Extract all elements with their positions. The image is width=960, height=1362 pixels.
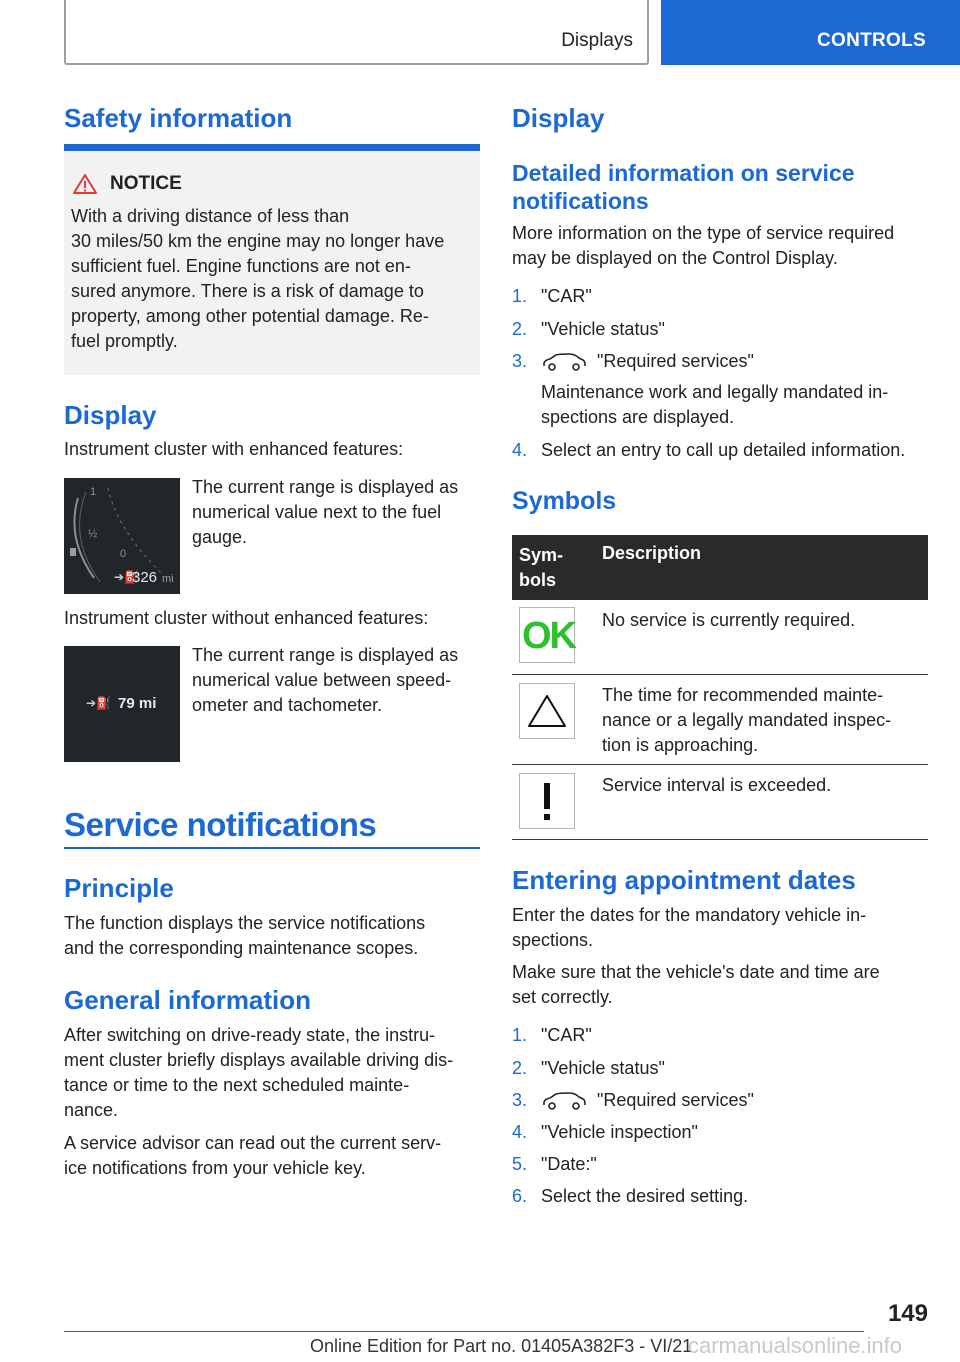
safety-information-heading: Safety information [64, 103, 293, 133]
car-icon [541, 353, 587, 371]
fuel-arrow-icon: ➔⛽ [86, 696, 111, 710]
appointment-dates-heading: Entering appointment dates [512, 865, 856, 895]
page-number: 149 [887, 1300, 928, 1327]
table-row-ok-desc: No service is currently required. [602, 610, 856, 630]
display-heading-right: Display [512, 103, 605, 133]
table-row-exceeded-desc: Service interval is exceeded. [602, 775, 832, 795]
general-information-heading: General information [64, 985, 312, 1015]
car-icon [541, 1092, 587, 1110]
header-section-title: Displays [561, 30, 633, 51]
appointment-text-1: Enter the dates for the mandatory vehicle in- spections. [512, 905, 867, 950]
symbols-heading: Symbols [512, 487, 617, 515]
service-notifications-heading: Service notifications [64, 806, 377, 843]
gauge-tick-full: 1 [90, 486, 97, 498]
table-row-divider [512, 839, 928, 840]
warning-triangle-icon [72, 173, 98, 195]
header-chapter-box [661, 0, 960, 65]
appointment-text-2: Make sure that the vehicle's date and time are set correctly. [512, 962, 880, 1007]
ok-symbol-icon: OK [519, 607, 575, 663]
table-header-description: Description [602, 543, 702, 563]
service-rule [64, 847, 480, 849]
watermark: carmanualsonline.info [688, 1333, 903, 1358]
symbols-table-header [512, 535, 928, 600]
principle-text: The function displays the service notifications and the corresponding maintenance scopes. [64, 913, 426, 958]
without-description: The current range is displayed as numerical value between speed- ometer and tachometer. [192, 645, 459, 715]
fuel-pump-icon: ➔⛽ [114, 570, 139, 584]
enhanced-intro: Instrument cluster with enhanced features: [64, 439, 404, 459]
header-chapter-title: CONTROLS [816, 30, 926, 51]
notice-box [64, 151, 480, 375]
safety-rule [64, 144, 480, 151]
display-heading-left: Display [64, 400, 157, 430]
table-row-divider [512, 674, 928, 675]
cluster-enhanced-image [64, 478, 180, 594]
without-intro: Instrument cluster without enhanced features: [64, 608, 429, 628]
notice-text: With a driving distance of less than 30 miles/50 km the engine may no longer have sufficient fuel. Engine functions are not en- sured anymore. There is a risk of damage to property, among other potential damage. Re- fuel promptly. [71, 206, 445, 351]
table-row-divider [512, 764, 928, 765]
triangle-symbol-icon [519, 683, 575, 739]
general-text: After switching on drive-ready state, the instru- ment cluster briefly displays available driving dis- tance or time to the next scheduled mainte- nance. [64, 1025, 454, 1120]
header-section-box [64, 0, 649, 65]
footer-rule [64, 1331, 864, 1332]
gauge-tick-half: ½ [88, 528, 98, 540]
advisor-text: A service advisor can read out the current serv- ice notifications from your vehicle key. [64, 1133, 442, 1178]
range-unit: mi [162, 573, 174, 585]
cluster-basic-image [64, 646, 180, 762]
detailed-info-heading: Detailed information on service notifications [512, 160, 855, 214]
notice-title: NOTICE [110, 173, 182, 194]
footer-edition: Online Edition for Part no. 01405A382F3 - VI/21 [310, 1336, 693, 1356]
principle-heading: Principle [64, 873, 174, 903]
range-value: 326 [132, 569, 158, 586]
exclamation-symbol-icon [519, 773, 575, 829]
detail-text: More information on the type of service required may be displayed on the Control Display. [512, 223, 895, 268]
enhanced-description: The current range is displayed as numerical value next to the fuel gauge. [192, 477, 459, 547]
gauge-tick-empty: 0 [120, 548, 127, 560]
table-row-triangle-desc: The time for recommended mainte- nance or a legally mandated inspec- tion is approaching. [602, 685, 892, 755]
table-header-symbols: Sym- bols [519, 545, 564, 590]
range-value-basic: 79 mi [118, 695, 157, 712]
